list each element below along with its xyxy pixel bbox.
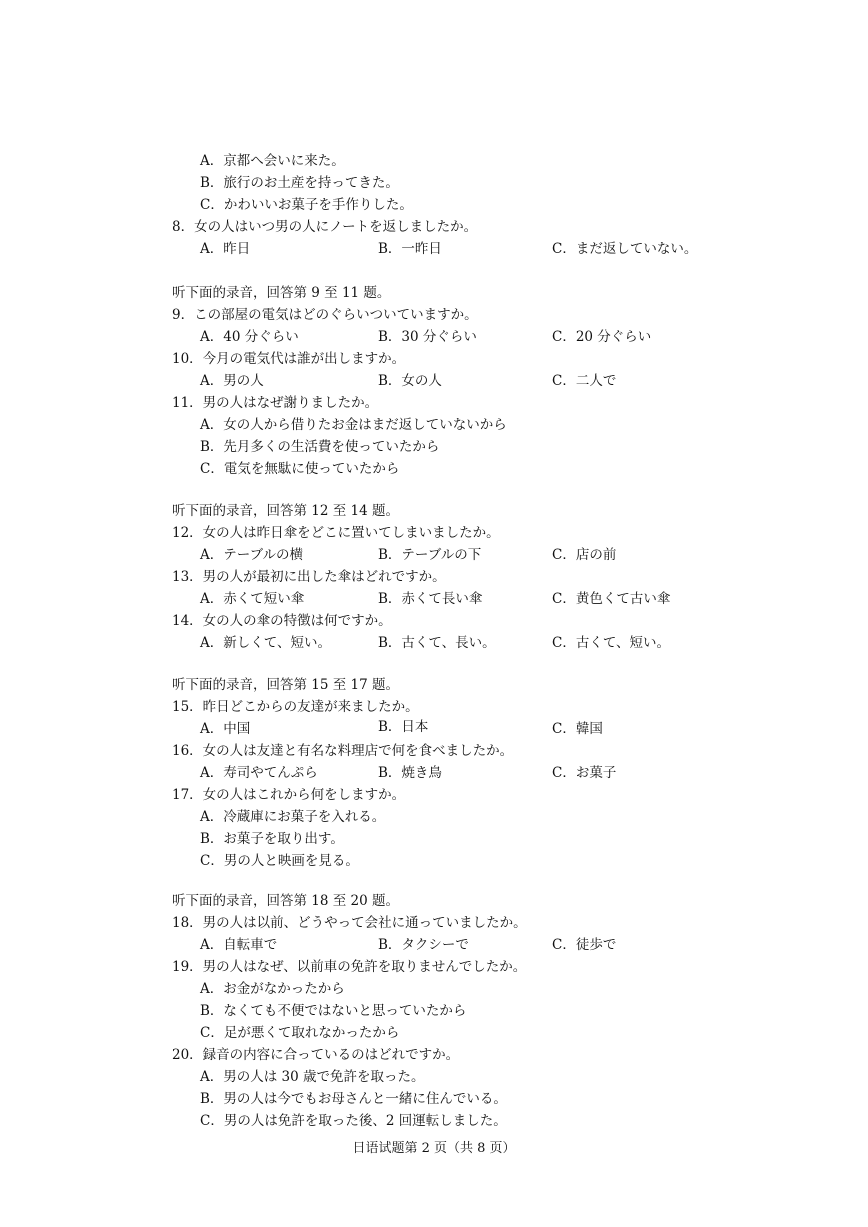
q11-question: 11．男の人はなぜ謝りましたか。: [172, 395, 379, 411]
q9-option-b: B．30 分ぐらい: [378, 329, 477, 345]
q11-option-a: A．女の人から借りたお金はまだ返していないから: [200, 417, 507, 433]
q7-option-c: C．かわいいお菓子を手作りした。: [200, 197, 413, 213]
q14-option-a: A．新しくて、短い。: [200, 635, 331, 651]
q10-question: 10．今月の電気代は誰が出しますか。: [172, 351, 406, 367]
q11-option-c: C．電気を無駄に使っていたから: [200, 461, 400, 477]
q13-option-b: B．赤くて長い傘: [378, 591, 483, 607]
q17-question: 17．女の人はこれから何をしますか。: [172, 787, 406, 803]
q15-option-c: C．韓国: [552, 721, 603, 737]
q8-question: 8．女の人はいつ男の人にノートを返しましたか。: [172, 219, 478, 235]
q14-option-b: B．古くて、長い。: [378, 635, 496, 651]
section-heading-12-14: 听下面的录音，回答第 12 至 14 题。: [172, 503, 400, 519]
q15-option-b: B．日本: [378, 719, 429, 735]
q10-option-b: B．女の人: [378, 373, 442, 389]
q10-option-a: A．男の人: [200, 373, 264, 389]
q12-option-c: C．店の前: [552, 547, 617, 563]
q17-option-b: B．お菓子を取り出す。: [200, 831, 344, 847]
section-heading-9-11: 听下面的录音，回答第 9 至 11 题。: [172, 285, 391, 301]
q8-option-b: B．一昨日: [378, 241, 442, 257]
q16-question: 16．女の人は友達と有名な料理店で何を食べましたか。: [172, 743, 514, 759]
q19-option-c: C．足が悪くて取れなかったから: [200, 1025, 400, 1041]
q13-option-a: A．赤くて短い傘: [200, 591, 305, 607]
q7-option-a: A．京都へ会いに来た。: [200, 153, 345, 169]
q19-option-b: B．なくても不便ではないと思っていたから: [200, 1003, 467, 1019]
q15-question: 15．昨日どこからの友達が来ましたか。: [172, 699, 419, 715]
q8-option-a: A．昨日: [200, 241, 251, 257]
q14-question: 14．女の人の傘の特徴は何ですか。: [172, 613, 392, 629]
q12-option-a: A．テーブルの横: [200, 547, 304, 563]
page-footer: 日语试题第 2 页（共 8 页）: [352, 1141, 516, 1156]
q9-option-a: A．40 分ぐらい: [200, 329, 299, 345]
q20-question: 20．録音の内容に合っているのはどれですか。: [172, 1047, 460, 1063]
q18-question: 18．男の人は以前、どうやって会社に通っていましたか。: [172, 915, 527, 931]
q15-option-a: A．中国: [200, 721, 251, 737]
q18-option-b: B．タクシーで: [378, 937, 469, 953]
q20-option-c: C．男の人は免許を取った後、2 回運転しました。: [200, 1113, 507, 1129]
q19-option-a: A．お金がなかったから: [200, 981, 345, 997]
q16-option-c: C．お菓子: [552, 765, 617, 781]
q12-option-b: B．テーブルの下: [378, 547, 482, 563]
q16-option-a: A．寿司やてんぷら: [200, 765, 318, 781]
q19-question: 19．男の人はなぜ、以前車の免許を取りませんでしたか。: [172, 959, 527, 975]
q14-option-c: C．古くて、短い。: [552, 635, 671, 651]
q13-question: 13．男の人が最初に出した傘はどれですか。: [172, 569, 446, 585]
section-heading-15-17: 听下面的录音，回答第 15 至 17 题。: [172, 677, 400, 693]
section-heading-18-20: 听下面的录音，回答第 18 至 20 题。: [172, 893, 400, 909]
q13-option-c: C．黄色くて古い傘: [552, 591, 671, 607]
q9-question: 9．この部屋の電気はどのぐらいついていますか。: [172, 307, 478, 323]
q20-option-b: B．男の人は今でもお母さんと一緒に住んでいる。: [200, 1091, 507, 1107]
q18-option-c: C．徒歩で: [552, 937, 617, 953]
q20-option-a: A．男の人は 30 歳で免許を取った。: [200, 1069, 425, 1085]
q10-option-c: C．二人で: [552, 373, 617, 389]
q11-option-b: B．先月多くの生活費を使っていたから: [200, 439, 440, 455]
q12-question: 12．女の人は昨日傘をどこに置いてしまいましたか。: [172, 525, 500, 541]
q18-option-a: A．自転車で: [200, 937, 278, 953]
q17-option-a: A．冷蔵庫にお菓子を入れる。: [200, 809, 386, 825]
q16-option-b: B．焼き鳥: [378, 765, 442, 781]
q9-option-c: C．20 分ぐらい: [552, 329, 652, 345]
q7-option-b: B．旅行のお土産を持ってきた。: [200, 175, 399, 191]
q17-option-c: C．男の人と映画を見る。: [200, 853, 359, 869]
q8-option-c: C．まだ返していない。: [552, 241, 698, 257]
